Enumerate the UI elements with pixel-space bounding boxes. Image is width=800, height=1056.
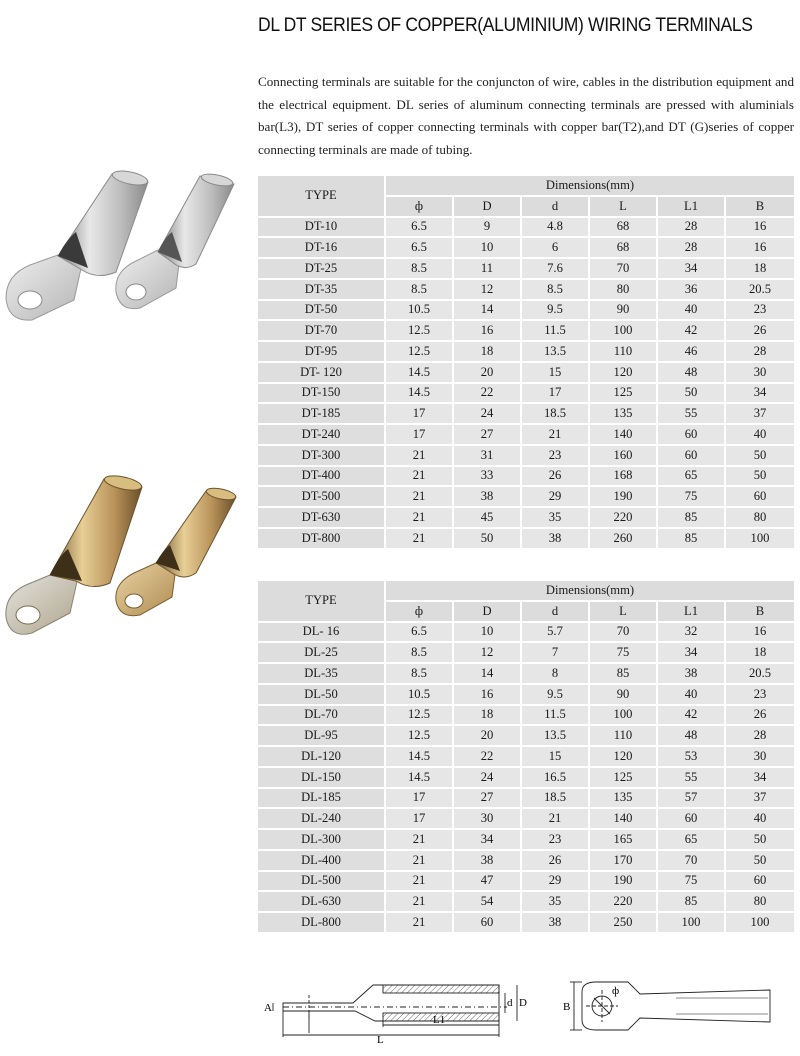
value-cell: 42 — [658, 706, 726, 727]
value-cell: 20 — [454, 363, 522, 384]
dt-spec-table — [258, 176, 794, 550]
value-cell: 18 — [454, 706, 522, 727]
value-cell: 53 — [658, 747, 726, 768]
table-row — [258, 685, 794, 706]
label-d-large: D — [519, 997, 527, 1009]
value-cell: 34 — [658, 259, 726, 280]
type-cell: DL-35 — [258, 664, 386, 685]
value-cell: 60 — [658, 446, 726, 467]
table-row — [258, 851, 794, 872]
value-cell: 21 — [522, 425, 590, 446]
value-cell: 38 — [522, 913, 590, 934]
value-cell: 35 — [522, 892, 590, 913]
value-cell: 11.5 — [522, 706, 590, 727]
value-cell: 50 — [726, 467, 794, 488]
value-cell: 75 — [658, 487, 726, 508]
table-row — [258, 529, 794, 550]
value-cell: 190 — [590, 487, 658, 508]
table-row — [258, 259, 794, 280]
column-header: L1 — [658, 602, 726, 623]
label-l1: L1 — [433, 1014, 446, 1026]
value-cell: 21 — [386, 467, 454, 488]
top-view-drawing — [556, 970, 800, 1046]
value-cell: 140 — [590, 425, 658, 446]
value-cell: 14 — [454, 301, 522, 322]
type-header: TYPE — [258, 581, 386, 623]
type-cell: DT-150 — [258, 384, 386, 405]
value-cell: 17 — [522, 384, 590, 405]
value-cell: 23 — [726, 685, 794, 706]
value-cell: 16 — [726, 218, 794, 239]
value-cell: 68 — [590, 238, 658, 259]
value-cell: 10.5 — [386, 685, 454, 706]
table-row — [258, 706, 794, 727]
value-cell: 13.5 — [522, 726, 590, 747]
value-cell: 110 — [590, 726, 658, 747]
value-cell: 40 — [726, 425, 794, 446]
type-cell: DT-16 — [258, 238, 386, 259]
table-row — [258, 664, 794, 685]
value-cell: 21 — [386, 529, 454, 550]
label-l: L — [377, 1034, 384, 1045]
column-header: B — [726, 602, 794, 623]
value-cell: 16.5 — [522, 768, 590, 789]
value-cell: 18 — [726, 259, 794, 280]
value-cell: 220 — [590, 508, 658, 529]
value-cell: 17 — [386, 789, 454, 810]
value-cell: 16 — [454, 321, 522, 342]
column-header: D — [454, 197, 522, 218]
type-cell: DL- 16 — [258, 623, 386, 644]
value-cell: 50 — [658, 384, 726, 405]
column-header: ф — [386, 602, 454, 623]
value-cell: 80 — [726, 508, 794, 529]
value-cell: 15 — [522, 363, 590, 384]
type-cell: DL-95 — [258, 726, 386, 747]
column-header: B — [726, 197, 794, 218]
value-cell: 18 — [726, 643, 794, 664]
value-cell: 5.7 — [522, 623, 590, 644]
type-cell: DT-50 — [258, 301, 386, 322]
value-cell: 80 — [590, 280, 658, 301]
value-cell: 250 — [590, 913, 658, 934]
value-cell: 60 — [726, 872, 794, 893]
type-cell: DT-185 — [258, 404, 386, 425]
table-row — [258, 342, 794, 363]
value-cell: 100 — [726, 913, 794, 934]
value-cell: 40 — [726, 809, 794, 830]
value-cell: 30 — [454, 809, 522, 830]
value-cell: 90 — [590, 301, 658, 322]
value-cell: 75 — [590, 643, 658, 664]
value-cell: 6.5 — [386, 623, 454, 644]
type-cell: DL-800 — [258, 913, 386, 934]
intro-paragraph: Connecting terminals are suitable for the conjuncton of wire, cables in the distribution equipment and the electrical equipment. DL series of aluminum connecting terminals are pressed with aluminials bar(L3), DT series of copper connecting terminals with copper bar(T2),and DT (G)series of copper connecting terminals are made of tubing. — [258, 74, 794, 157]
value-cell: 12.5 — [386, 706, 454, 727]
dl-spec-table — [258, 581, 794, 934]
type-cell: DT-240 — [258, 425, 386, 446]
value-cell: 260 — [590, 529, 658, 550]
value-cell: 21 — [386, 913, 454, 934]
table-row — [258, 363, 794, 384]
value-cell: 23 — [522, 446, 590, 467]
value-cell: 27 — [454, 425, 522, 446]
value-cell: 30 — [726, 363, 794, 384]
table-row — [258, 487, 794, 508]
value-cell: 100 — [726, 529, 794, 550]
table-row — [258, 892, 794, 913]
value-cell: 6.5 — [386, 238, 454, 259]
value-cell: 170 — [590, 851, 658, 872]
label-b: B — [563, 1001, 571, 1013]
type-cell: DL-185 — [258, 789, 386, 810]
value-cell: 12 — [454, 280, 522, 301]
value-cell: 28 — [726, 342, 794, 363]
value-cell: 24 — [454, 404, 522, 425]
value-cell: 23 — [522, 830, 590, 851]
value-cell: 15 — [522, 747, 590, 768]
value-cell: 21 — [386, 872, 454, 893]
table-row — [258, 467, 794, 488]
value-cell: 18.5 — [522, 789, 590, 810]
value-cell: 17 — [386, 425, 454, 446]
column-header: L1 — [658, 197, 726, 218]
value-cell: 26 — [726, 706, 794, 727]
table-row — [258, 643, 794, 664]
value-cell: 9.5 — [522, 301, 590, 322]
value-cell: 38 — [454, 851, 522, 872]
table-row — [258, 747, 794, 768]
type-cell: DL-70 — [258, 706, 386, 727]
value-cell: 23 — [726, 301, 794, 322]
column-header: d — [522, 602, 590, 623]
value-cell: 60 — [726, 487, 794, 508]
value-cell: 50 — [726, 851, 794, 872]
page-title: DL DT SERIES OF COPPER(ALUMINIUM) WIRING TERMINALS — [258, 14, 753, 36]
value-cell: 14.5 — [386, 768, 454, 789]
value-cell: 80 — [726, 892, 794, 913]
type-cell: DL-240 — [258, 809, 386, 830]
value-cell: 38 — [454, 487, 522, 508]
value-cell: 135 — [590, 789, 658, 810]
value-cell: 14.5 — [386, 363, 454, 384]
type-cell: DL-25 — [258, 643, 386, 664]
value-cell: 48 — [658, 726, 726, 747]
type-cell: DL-300 — [258, 830, 386, 851]
value-cell: 21 — [386, 508, 454, 529]
value-cell: 168 — [590, 467, 658, 488]
value-cell: 50 — [454, 529, 522, 550]
value-cell: 68 — [590, 218, 658, 239]
type-cell: DL-630 — [258, 892, 386, 913]
column-header: d — [522, 197, 590, 218]
type-cell: DL-400 — [258, 851, 386, 872]
value-cell: 7 — [522, 643, 590, 664]
value-cell: 45 — [454, 508, 522, 529]
value-cell: 40 — [658, 685, 726, 706]
type-cell: DL-50 — [258, 685, 386, 706]
value-cell: 17 — [386, 809, 454, 830]
value-cell: 90 — [590, 685, 658, 706]
table-row — [258, 913, 794, 934]
dt-table-body — [258, 218, 794, 550]
value-cell: 34 — [726, 384, 794, 405]
value-cell: 120 — [590, 363, 658, 384]
value-cell: 20.5 — [726, 280, 794, 301]
value-cell: 8 — [522, 664, 590, 685]
value-cell: 33 — [454, 467, 522, 488]
table-row — [258, 830, 794, 851]
value-cell: 100 — [590, 321, 658, 342]
value-cell: 110 — [590, 342, 658, 363]
value-cell: 13.5 — [522, 342, 590, 363]
value-cell: 50 — [726, 830, 794, 851]
value-cell: 21 — [386, 830, 454, 851]
value-cell: 46 — [658, 342, 726, 363]
column-header: ф — [386, 197, 454, 218]
value-cell: 9 — [454, 218, 522, 239]
value-cell: 36 — [658, 280, 726, 301]
value-cell: 22 — [454, 747, 522, 768]
value-cell: 6 — [522, 238, 590, 259]
value-cell: 34 — [658, 643, 726, 664]
value-cell: 16 — [454, 685, 522, 706]
value-cell: 12.5 — [386, 726, 454, 747]
value-cell: 65 — [658, 830, 726, 851]
type-cell: DT- 120 — [258, 363, 386, 384]
table-row — [258, 872, 794, 893]
value-cell: 37 — [726, 404, 794, 425]
value-cell: 34 — [454, 830, 522, 851]
value-cell: 26 — [522, 467, 590, 488]
value-cell: 31 — [454, 446, 522, 467]
table-row — [258, 789, 794, 810]
value-cell: 8.5 — [386, 664, 454, 685]
value-cell: 100 — [590, 706, 658, 727]
value-cell: 70 — [590, 259, 658, 280]
value-cell: 4.8 — [522, 218, 590, 239]
type-cell: DT-95 — [258, 342, 386, 363]
value-cell: 8.5 — [386, 643, 454, 664]
value-cell: 20.5 — [726, 664, 794, 685]
dl-table-body — [258, 623, 794, 934]
column-header: L — [590, 602, 658, 623]
value-cell: 17 — [386, 404, 454, 425]
table-row — [258, 623, 794, 644]
table-row — [258, 301, 794, 322]
value-cell: 42 — [658, 321, 726, 342]
value-cell: 85 — [590, 664, 658, 685]
value-cell: 70 — [590, 623, 658, 644]
value-cell: 60 — [658, 809, 726, 830]
table-row — [258, 809, 794, 830]
value-cell: 9.5 — [522, 685, 590, 706]
value-cell: 10 — [454, 623, 522, 644]
table-row — [258, 321, 794, 342]
dl-terminal-photo — [0, 465, 245, 645]
value-cell: 220 — [590, 892, 658, 913]
value-cell: 8.5 — [386, 259, 454, 280]
value-cell: 190 — [590, 872, 658, 893]
label-phi: ф — [612, 985, 620, 997]
value-cell: 10 — [454, 238, 522, 259]
value-cell: 21 — [386, 851, 454, 872]
value-cell: 30 — [726, 747, 794, 768]
column-header: D — [454, 602, 522, 623]
value-cell: 24 — [454, 768, 522, 789]
value-cell: 28 — [726, 726, 794, 747]
value-cell: 140 — [590, 809, 658, 830]
value-cell: 57 — [658, 789, 726, 810]
value-cell: 85 — [658, 892, 726, 913]
label-d-small: d — [507, 997, 513, 1009]
value-cell: 26 — [726, 321, 794, 342]
value-cell: 21 — [522, 809, 590, 830]
dimensions-header: Dimensions(mm) — [386, 581, 794, 602]
value-cell: 18 — [454, 342, 522, 363]
value-cell: 135 — [590, 404, 658, 425]
value-cell: 65 — [658, 467, 726, 488]
type-cell: DL-120 — [258, 747, 386, 768]
value-cell: 21 — [386, 892, 454, 913]
value-cell: 14.5 — [386, 384, 454, 405]
value-cell: 29 — [522, 487, 590, 508]
value-cell: 16 — [726, 238, 794, 259]
value-cell: 8.5 — [522, 280, 590, 301]
value-cell: 12.5 — [386, 342, 454, 363]
value-cell: 48 — [658, 363, 726, 384]
value-cell: 20 — [454, 726, 522, 747]
value-cell: 14.5 — [386, 747, 454, 768]
value-cell: 34 — [726, 768, 794, 789]
value-cell: 75 — [658, 872, 726, 893]
value-cell: 18.5 — [522, 404, 590, 425]
value-cell: 55 — [658, 768, 726, 789]
type-header: TYPE — [258, 176, 386, 218]
type-cell: DT-70 — [258, 321, 386, 342]
value-cell: 38 — [522, 529, 590, 550]
value-cell: 7.6 — [522, 259, 590, 280]
value-cell: 60 — [658, 425, 726, 446]
value-cell: 21 — [386, 487, 454, 508]
value-cell: 40 — [658, 301, 726, 322]
value-cell: 10.5 — [386, 301, 454, 322]
type-cell: DT-800 — [258, 529, 386, 550]
value-cell: 21 — [386, 446, 454, 467]
column-header: L — [590, 197, 658, 218]
value-cell: 120 — [590, 747, 658, 768]
value-cell: 54 — [454, 892, 522, 913]
value-cell: 85 — [658, 529, 726, 550]
dimensions-header: Dimensions(mm) — [386, 176, 794, 197]
value-cell: 11 — [454, 259, 522, 280]
value-cell: 125 — [590, 384, 658, 405]
value-cell: 165 — [590, 830, 658, 851]
value-cell: 70 — [658, 851, 726, 872]
type-cell: DL-150 — [258, 768, 386, 789]
type-cell: DL-500 — [258, 872, 386, 893]
type-cell: DT-500 — [258, 487, 386, 508]
table-row — [258, 768, 794, 789]
value-cell: 160 — [590, 446, 658, 467]
value-cell: 16 — [726, 623, 794, 644]
type-cell: DT-25 — [258, 259, 386, 280]
value-cell: 8.5 — [386, 280, 454, 301]
value-cell: 27 — [454, 789, 522, 810]
value-cell: 28 — [658, 218, 726, 239]
table-row — [258, 508, 794, 529]
table-row — [258, 726, 794, 747]
value-cell: 12.5 — [386, 321, 454, 342]
type-cell: DT-630 — [258, 508, 386, 529]
value-cell: 125 — [590, 768, 658, 789]
value-cell: 6.5 — [386, 218, 454, 239]
value-cell: 55 — [658, 404, 726, 425]
table-row — [258, 446, 794, 467]
table-row — [258, 404, 794, 425]
value-cell: 12 — [454, 643, 522, 664]
value-cell: 47 — [454, 872, 522, 893]
dt-terminal-photo — [0, 160, 245, 340]
value-cell: 35 — [522, 508, 590, 529]
table-row — [258, 280, 794, 301]
value-cell: 28 — [658, 238, 726, 259]
value-cell: 50 — [726, 446, 794, 467]
value-cell: 32 — [658, 623, 726, 644]
type-cell: DT-400 — [258, 467, 386, 488]
table-row — [258, 238, 794, 259]
value-cell: 14 — [454, 664, 522, 685]
type-cell: DT-35 — [258, 280, 386, 301]
value-cell: 22 — [454, 384, 522, 405]
label-a: A — [264, 1002, 272, 1014]
value-cell: 37 — [726, 789, 794, 810]
value-cell: 100 — [658, 913, 726, 934]
value-cell: 85 — [658, 508, 726, 529]
table-row — [258, 425, 794, 446]
table-row — [258, 384, 794, 405]
value-cell: 38 — [658, 664, 726, 685]
table-row — [258, 218, 794, 239]
value-cell: 29 — [522, 872, 590, 893]
side-section-drawing — [255, 975, 530, 1045]
value-cell: 11.5 — [522, 321, 590, 342]
type-cell: DT-10 — [258, 218, 386, 239]
value-cell: 26 — [522, 851, 590, 872]
value-cell: 60 — [454, 913, 522, 934]
type-cell: DT-300 — [258, 446, 386, 467]
